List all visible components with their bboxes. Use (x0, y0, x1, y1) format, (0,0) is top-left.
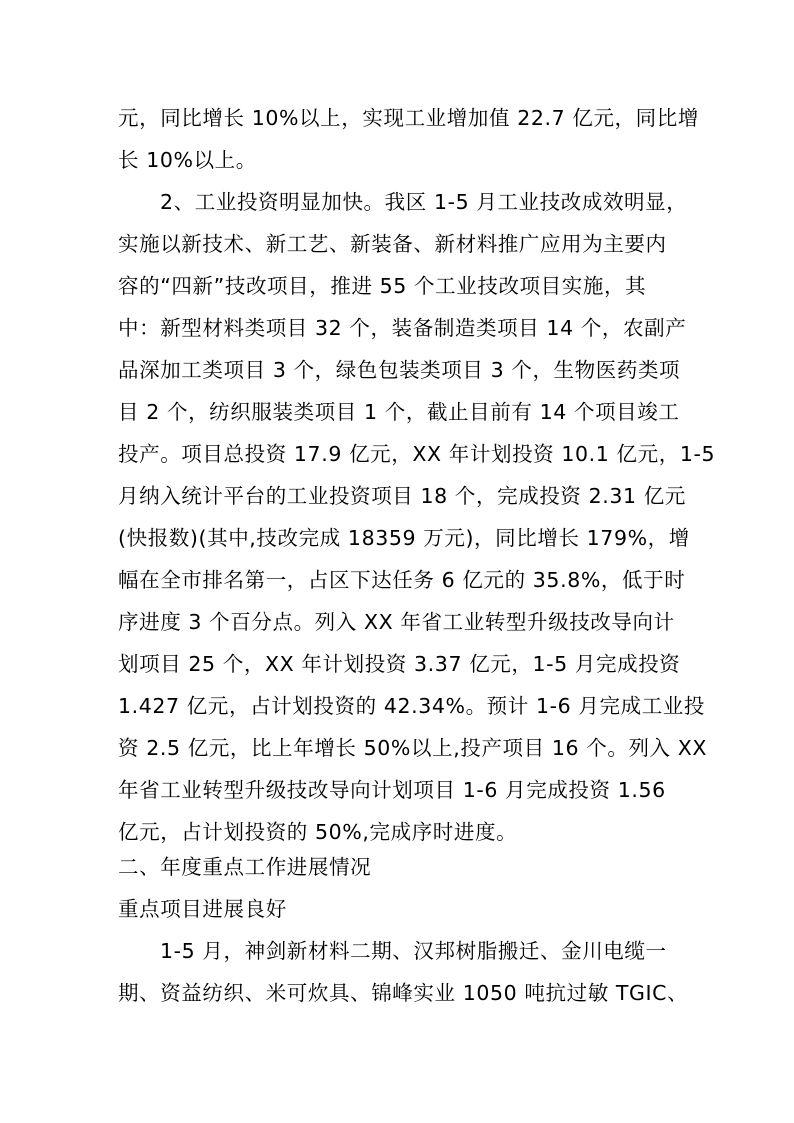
text-line: 期、资益纺织、米可炊具、锦峰实业 1050 吨抗过敏 TGIC、 (118, 981, 689, 1005)
text-line: 资 2.5 亿元，比上年增长 50%以上,投产项目 16 个。列入 XX (118, 736, 708, 760)
text-line: 实施以新技术、新工艺、新装备、新材料推广应用为主要内 (118, 232, 667, 256)
section-heading: 二、年度重点工作进展情况 (118, 855, 372, 879)
subsection-heading: 重点项目进展良好 (118, 897, 287, 921)
paragraph-start-line: 1-5 月，神剑新材料二期、汉邦树脂搬迁、金川电缆一 (160, 939, 667, 963)
text-line: 幅在全市排名第一，占区下达任务 6 亿元的 35.8%，低于时 (118, 568, 686, 592)
text-line: 中：新型材料类项目 32 个，装备制造类项目 14 个，农副产 (118, 316, 687, 340)
text-line: 划项目 25 个，XX 年计划投资 3.37 亿元，1-5 月完成投资 (118, 652, 681, 676)
text-line: 长 10%以上。 (118, 148, 257, 172)
text-line: 元，同比增长 10%以上，实现工业增加值 22.7 亿元，同比增 (118, 106, 699, 130)
text-line: 投产。项目总投资 17.9 亿元，XX 年计划投资 10.1 亿元，1-5 (118, 442, 716, 466)
text-line: 目 2 个，纺织服装类项目 1 个，截止目前有 14 个项目竣工 (118, 400, 680, 424)
text-line: 1.427 亿元，占计划投资的 42.34%。预计 1-6 月完成工业投 (118, 694, 706, 718)
text-line: 品深加工类项目 3 个，绿色包装类项目 3 个，生物医药类项 (118, 358, 681, 382)
text-line: 容的“四新”技改项目，推进 55 个工业技改项目实施，其 (118, 274, 647, 298)
text-line: (快报数)(其中,技改完成 18359 万元)，同比增长 179%，增 (118, 526, 690, 550)
text-line: 月纳入统计平台的工业投资项目 18 个，完成投资 2.31 亿元 (118, 484, 686, 508)
paragraph-start-line: 2、工业投资明显加快。我区 1-5 月工业技改成效明显， (160, 190, 688, 214)
text-line: 亿元，占计划投资的 50%,完成序时进度。 (118, 820, 518, 844)
text-line: 年省工业转型升级技改导向计划项目 1-6 月完成投资 1.56 (118, 778, 666, 802)
text-line: 序进度 3 个百分点。列入 XX 年省工业转型升级技改导向计 (118, 610, 675, 634)
